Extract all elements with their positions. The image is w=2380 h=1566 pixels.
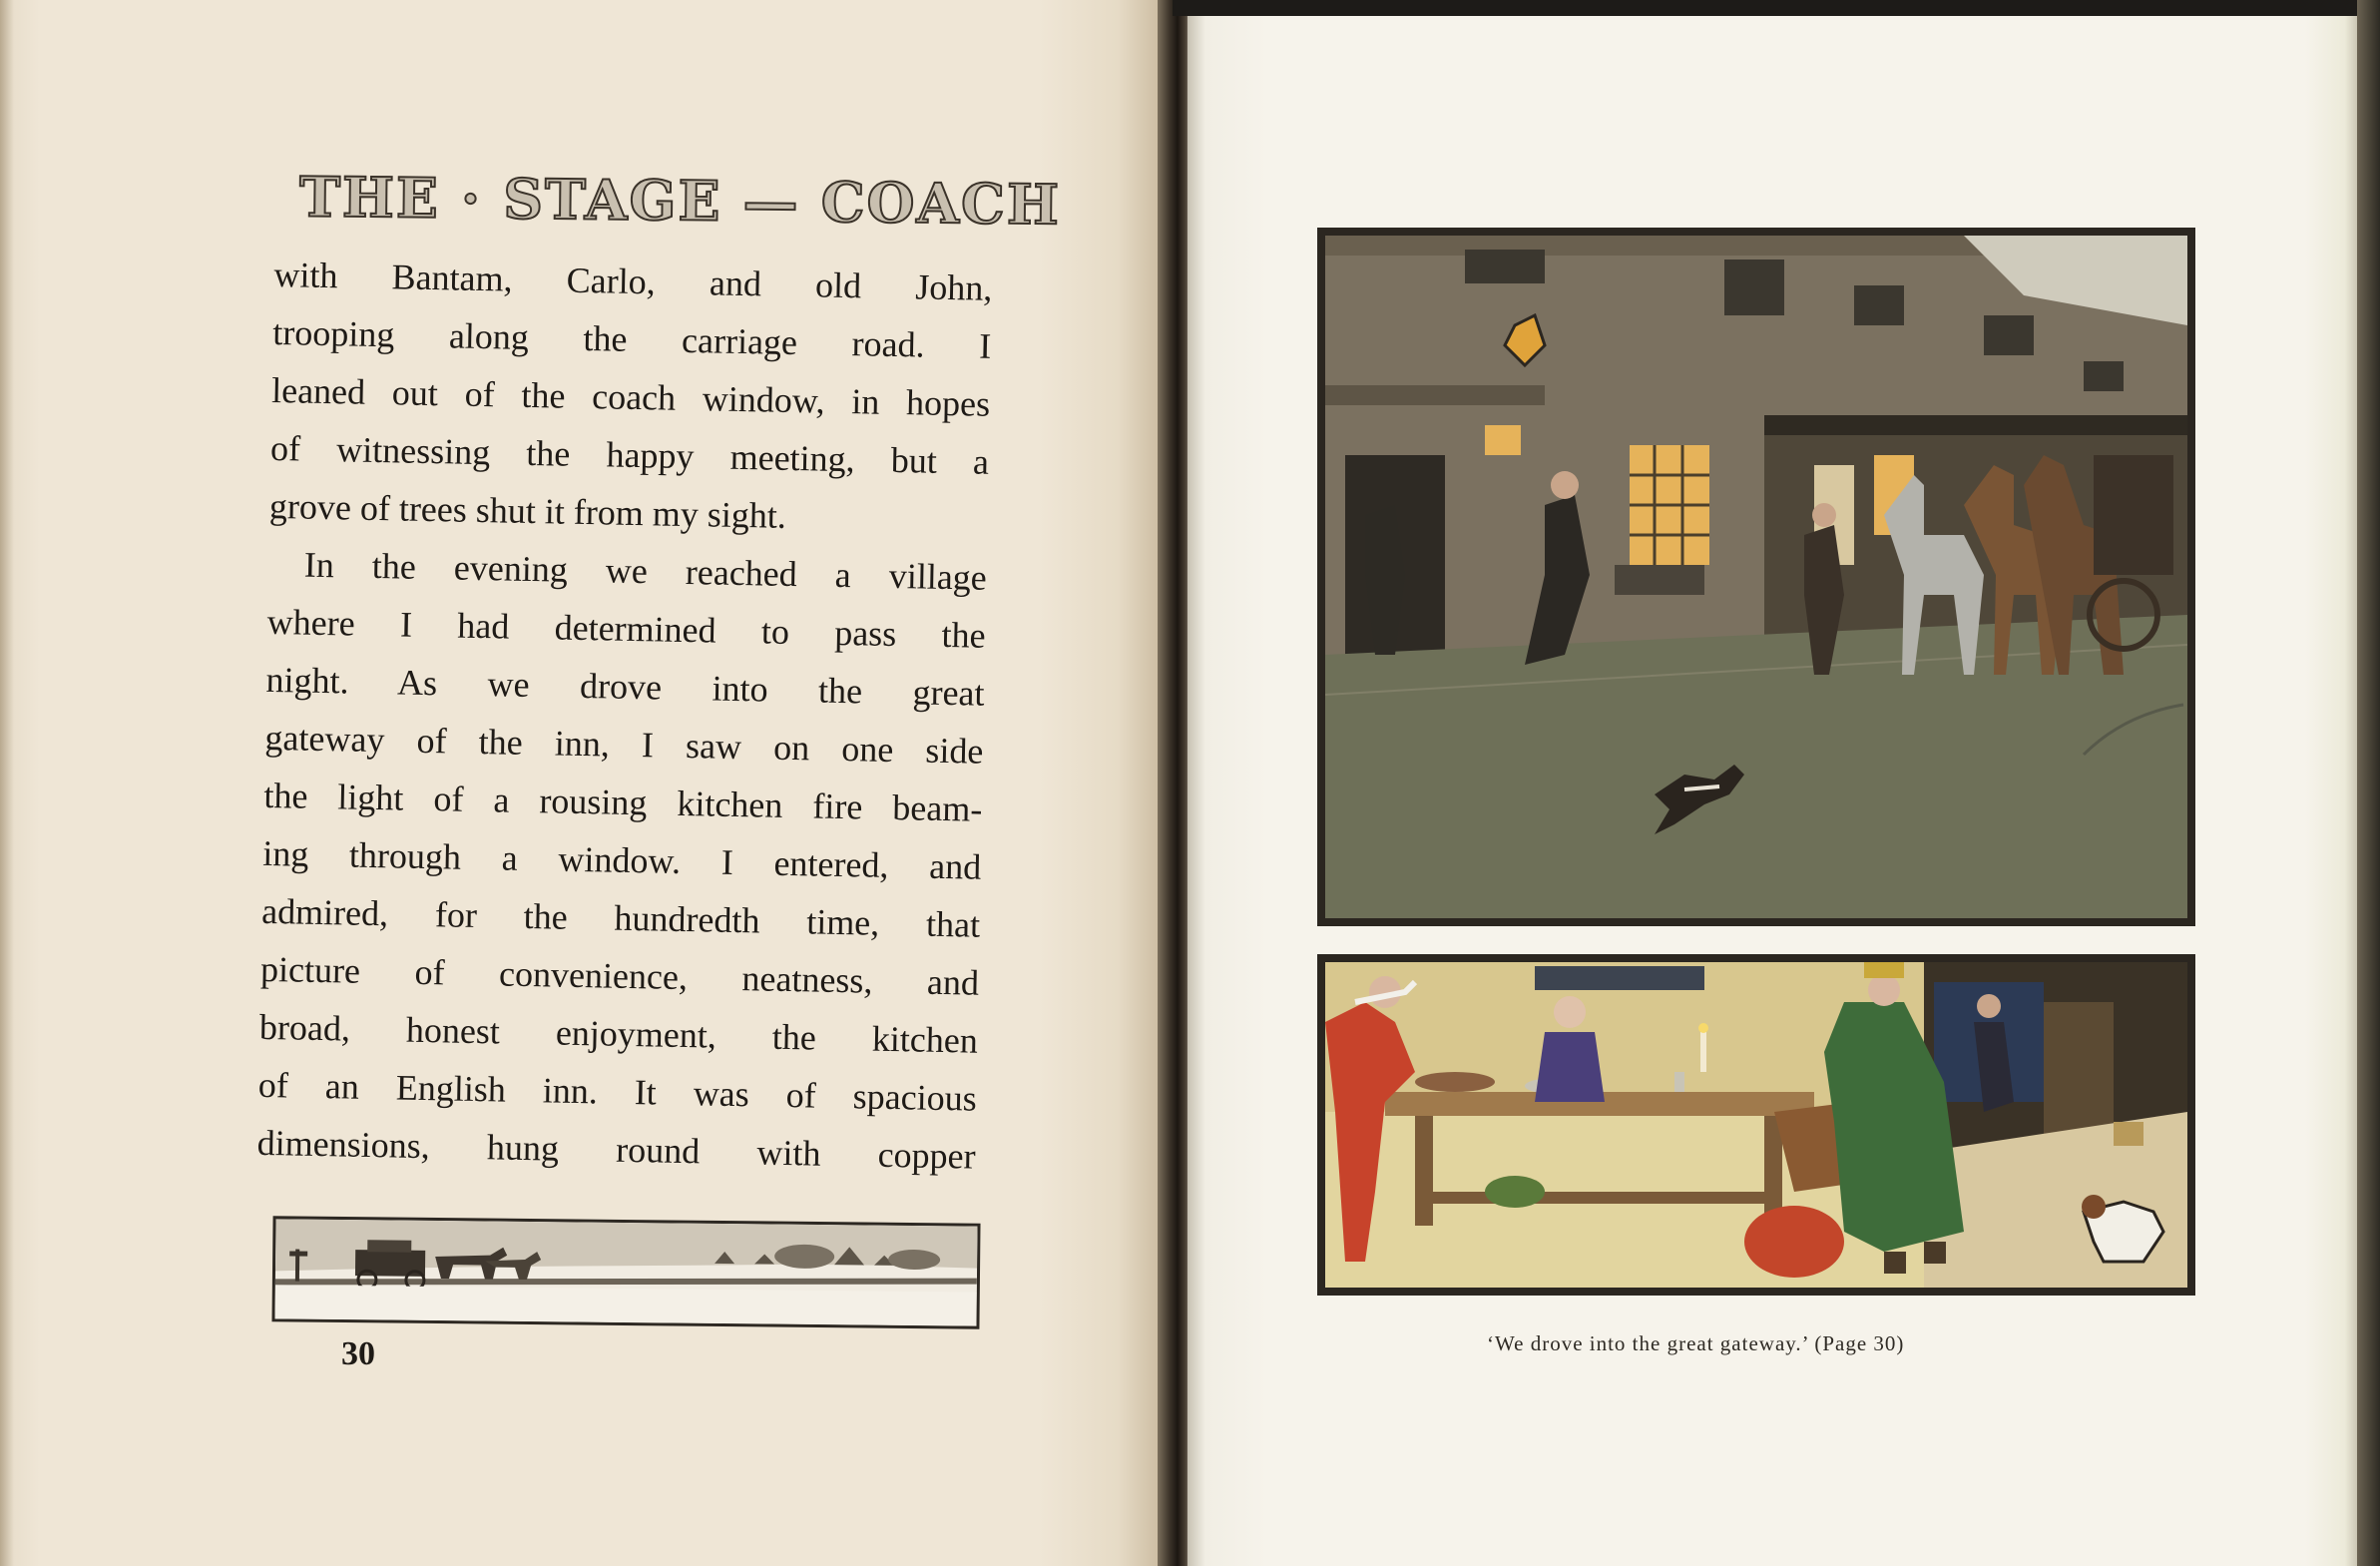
- text-line: of an English inn. It was of spacious: [257, 1064, 978, 1119]
- text-line: ing through a window. I entered, and: [261, 832, 982, 887]
- text-line: night. As we drove into the great: [265, 659, 985, 714]
- text-line: In the evening we reached a village: [303, 544, 988, 598]
- body-text: [256, 246, 993, 1186]
- text-line: the light of a rousing kitchen fire beam-: [263, 775, 983, 829]
- text-line: of witnessing the happy meeting, but a: [269, 427, 990, 482]
- book-edge: [2357, 0, 2380, 1566]
- background-strip: [1173, 0, 2380, 16]
- plate-caption: ‘We drove into the great gateway.’ (Page 30): [1487, 1331, 1905, 1355]
- text-line: broad, honest enjoyment, the kitchen: [258, 1006, 979, 1061]
- text-line: picture of convenience, neatness, and: [259, 948, 980, 1003]
- plate-inn-kitchen-illustration: [1317, 954, 2195, 1296]
- text-line: where I had determined to pass the: [266, 601, 987, 656]
- text-line: gateway of the inn, I saw on one side: [264, 717, 984, 772]
- text-line: leaned out of the coach window, in hopes: [270, 369, 991, 424]
- chapter-heading: THE · STAGE — COACH: [298, 164, 1062, 238]
- book-gutter: [1158, 0, 1191, 1566]
- text-line: dimensions, hung round with copper: [256, 1122, 976, 1177]
- plate-inn-yard-illustration: [1317, 228, 2195, 926]
- page-number: 30: [341, 1335, 375, 1372]
- text-line: trooping along the carriage road. I: [271, 311, 992, 366]
- text-line: admired, for the hundredth time, that: [260, 890, 981, 945]
- text-line: with Bantam, Carlo, and old John,: [273, 254, 993, 308]
- coach-vignette-illustration: [271, 1216, 980, 1328]
- left-page: [0, 0, 1173, 1566]
- text-line: grove of trees shut it from my sight.: [268, 485, 787, 536]
